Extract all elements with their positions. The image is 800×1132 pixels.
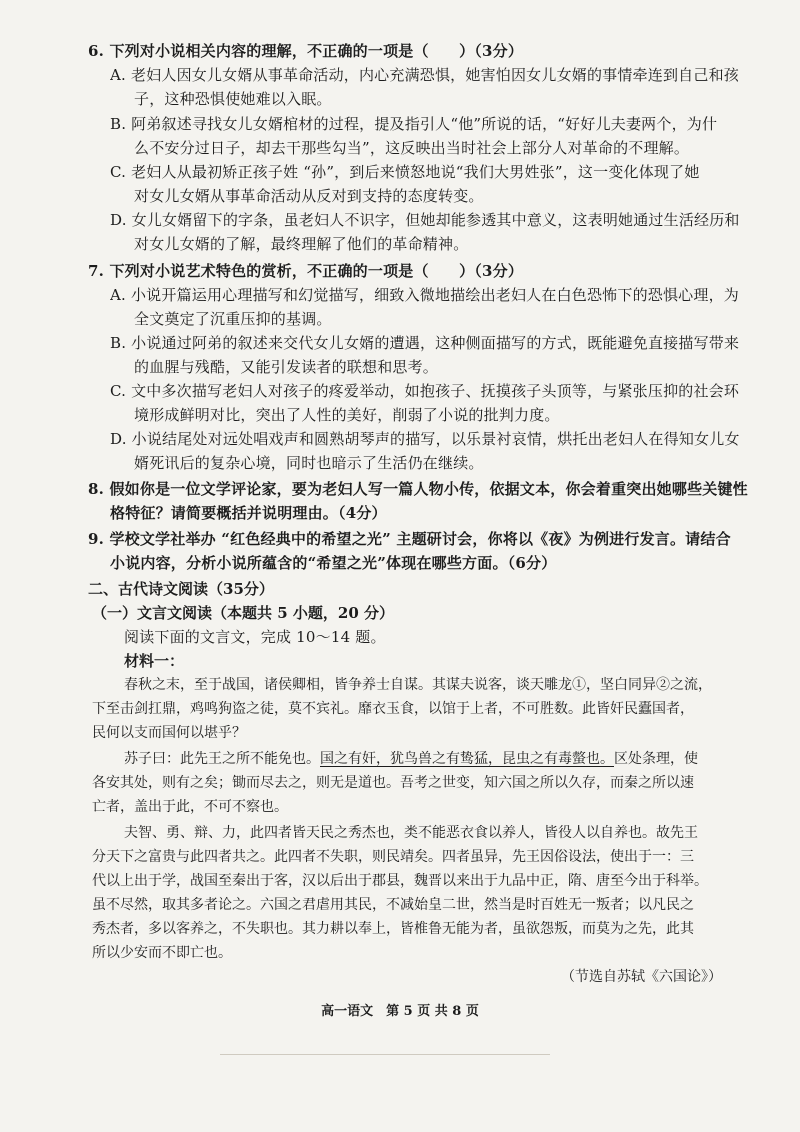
passage-p2-line1-a: 苏子曰：此先王之所不能免也。 <box>124 751 320 767</box>
material-label: 材料一： <box>124 652 185 670</box>
passage-p3-line3: 代以上出于学，战国至秦出于客，汉以后出于郡县，魏晋以来出于九品中正，隋、唐至今出于科举。 <box>92 873 708 889</box>
q6-option-b-line2: 么不安分过日子，却去干那些勾当”，这反映出当时社会上部分人对革命的不理解。 <box>134 139 690 157</box>
passage-p3-line6: 所以少安而不即亡也。 <box>92 945 232 961</box>
section-title: 二、古代诗文阅读（35分） <box>88 580 274 598</box>
passage-underlined-sentence: 国之有奸，犹鸟兽之有鸷猛，昆虫之有毒螫也。 <box>320 751 614 767</box>
passage-p3-line4: 虽不尽然，取其多者论之。六国之君虐用其民，不减始皇二世，然当是时百姓无一叛者；以凡民之 <box>92 897 694 913</box>
passage-p2-line1 <box>124 748 760 770</box>
q7-option-b-line1: B. 小说通过阿弟的叙述来交代女儿女婿的遭遇，这种侧面描写的方式，既能避免直接描写带来 <box>110 334 740 352</box>
q6-option-d-line1: D. 女儿女婿留下的字条，虽老妇人不识字，但她却能参透其中意义，这表明她通过生活经历和 <box>110 211 740 229</box>
q7-stem: 7. 下列对小说艺术特色的赏析，不正确的一项是（ ）（3分） <box>88 262 524 280</box>
q8-line2: 格特征？请简要概括并说明理由。（4分） <box>110 504 387 522</box>
passage-p2-line1-c: 区处条理，使 <box>614 751 698 767</box>
q7-option-c-line2: 境形成鲜明对比，突出了人性的美好，削弱了小说的批判力度。 <box>134 406 560 424</box>
passage-p1-line2: 下至击剑扛鼎，鸡鸣狗盗之徒，莫不宾礼。靡衣玉食，以馆于上者，不可胜数。此皆奸民蠹国者， <box>92 701 694 717</box>
q7-option-a-line2: 全文奠定了沉重压抑的基调。 <box>134 310 332 328</box>
passage-p3-line2: 分天下之富贵与此四者共之。此四者不失职，则民靖矣。四者虽异，先王因俗设法，使出于一：三 <box>92 849 694 865</box>
passage-source: （节选自苏轼《六国论》） <box>561 969 722 985</box>
passage-p3-line5: 秀杰者，多以客养之，不失职也。其力耕以奉上，皆椎鲁无能为者，虽欲怨叛，而莫为之先，此其 <box>92 921 694 937</box>
passage-p1-line1: 春秋之末，至于战国，诸侯卿相，皆争养士自谋。其谋夫说客，谈天雕龙①，坚白同异②之流， <box>124 677 712 693</box>
footer-divider <box>220 1054 550 1055</box>
passage-p2-line2: 各安其处，则有之矣；锄而尽去之，则无是道也。吾考之世变，知六国之所以久存，而秦之所以速 <box>92 775 694 791</box>
passage-p1-line3: 民何以支而国何以堪乎？ <box>92 725 246 741</box>
q6-option-d-line2: 对女儿女婿的了解，最终理解了他们的革命精神。 <box>134 235 469 253</box>
instruction-text: 阅读下面的文言文，完成 10～14 题。 <box>124 628 386 646</box>
passage-p3-line1: 夫智、勇、辩、力，此四者皆天民之秀杰也，类不能恶衣食以养人，皆役人以自养也。故先王 <box>124 825 698 841</box>
q9-line1: 9. 学校文学社举办 “红色经典中的希望之光” 主题研讨会，你将以《夜》为例进行发言。请结合 <box>88 530 731 548</box>
q6-option-c-line1: C. 老妇人从最初矫正孩子姓 “孙”，到后来愤怒地说“我们大男姓张”，这一变化体现了她 <box>110 163 700 181</box>
q7-option-d-line1: D. 小说结尾处对远处唱戏声和圆熟胡琴声的描写，以乐景衬哀情，烘托出老妇人在得知女儿女 <box>110 430 740 448</box>
q7-option-a-line1: A. 小说开篇运用心理描写和幻觉描写，细致入微地描绘出老妇人在白色恐怖下的恐惧心理，为 <box>110 286 739 304</box>
q6-option-b-line1: B. 阿弟叙述寻找女儿女婿棺材的过程，提及指引人“他”所说的话，“好好儿夫妻两个，为什 <box>110 115 718 133</box>
q6-stem: 6. 下列对小说相关内容的理解，不正确的一项是（ ）（3分） <box>88 42 524 60</box>
passage-p2-line3: 亡者，盖出于此，不可不察也。 <box>92 799 288 815</box>
q7-option-c-line1: C. 文中多次描写老妇人对孩子的疼爱举动，如抱孩子、抚摸孩子头顶等，与紧张压抑的社会环 <box>110 382 740 400</box>
page-footer: 高一语文 第 5 页 共 8 页 <box>321 1004 479 1019</box>
q9-line2: 小说内容，分析小说所蕴含的“希望之光”体现在哪些方面。（6分） <box>110 554 557 572</box>
q7-option-b-line2: 的血腥与残酷，又能引发读者的联想和思考。 <box>134 358 439 376</box>
subsection-title: （一）文言文阅读（本题共 5 小题，20 分） <box>92 604 394 622</box>
q6-option-a-line2: 子，这种恐惧使她难以入眠。 <box>134 90 332 108</box>
q6-option-a-line1: A. 老妇人因女儿女婿从事革命活动，内心充满恐惧，她害怕因女儿女婿的事情牵连到自己和孩 <box>110 66 739 84</box>
q8-line1: 8. 假如你是一位文学评论家，要为老妇人写一篇人物小传，依据文本，你会着重突出她哪些关键性 <box>88 480 748 498</box>
q7-option-d-line2: 婿死讯后的复杂心境，同时也暗示了生活仍在继续。 <box>134 454 484 472</box>
q6-option-c-line2: 对女儿女婿从事革命活动从反对到支持的态度转变。 <box>134 187 484 205</box>
